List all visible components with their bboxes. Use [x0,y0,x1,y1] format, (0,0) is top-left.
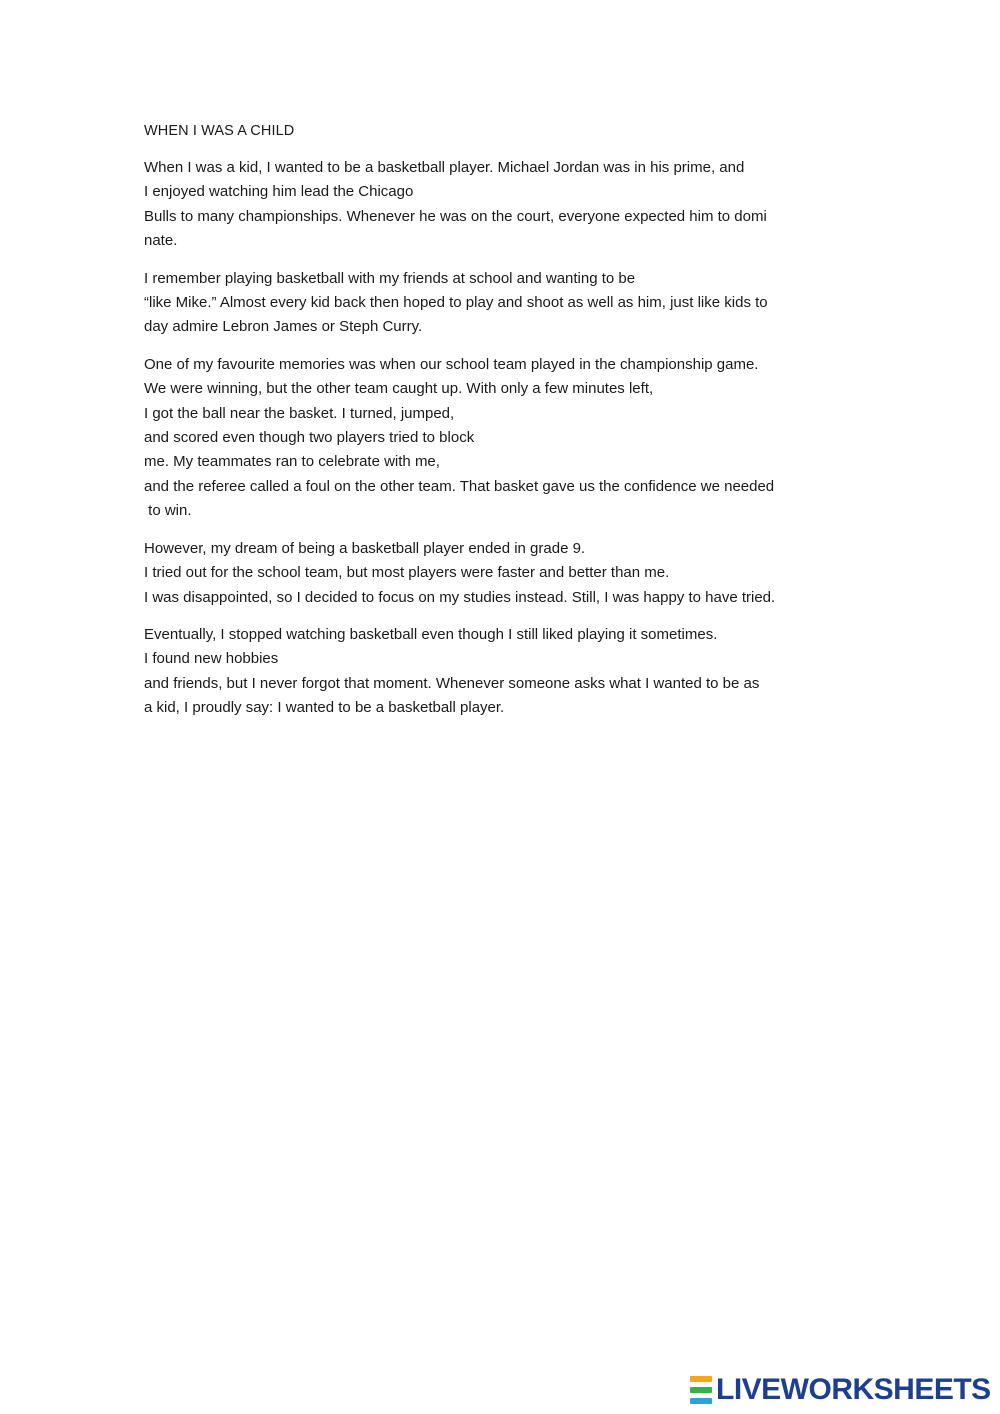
text-line: Bulls to many championships. Whenever he was on the court, everyone expected him to domi [144,207,767,225]
text-line: However, my dream of being a basketball player ended in grade 9. [144,539,586,557]
text-line: I tried out for the school team, but most players were faster and better than me. [144,564,670,582]
text-line: I got the ball near the basket. I turned, jumped, [144,404,455,422]
text-line: and friends, but I never forgot that moment. Whenever someone asks what I wanted to be as [144,674,760,692]
text-line: a kid, I proudly say: I wanted to be a basketball player. [144,699,505,717]
text-line: and the referee called a foul on the other team. That basket gave us the confidence we needed [144,477,775,495]
text-line: day admire Lebron James or Steph Curry. [144,318,423,336]
paragraph-3 [144,353,884,524]
text-line: I was disappointed, so I decided to focus on my studies instead. Still, I was happy to have tried. [144,588,776,606]
paragraph-1 [144,156,884,254]
text-line: nate. [144,232,178,250]
text-line: and scored even though two players tried to block [144,429,475,447]
text-line: to win. [144,502,192,520]
text-line: “like Mike.” Almost every kid back then hoped to play and shoot as well as him, just like kids to [144,294,768,312]
text-line: When I was a kid, I wanted to be a basketball player. Michael Jordan was in his prime, and [144,159,745,176]
logo-wordmark: LIVEWORKSHEETS [716,1373,991,1406]
paragraph-2 [144,267,884,340]
text-line: I enjoyed watching him lead the Chicago [144,183,414,201]
text-line: I found new hobbies [144,650,279,668]
paragraph-4 [144,537,884,610]
text-line: One of my favourite memories was when our school team played in the championship game. [144,355,759,373]
text-line: me. My teammates ran to celebrate with me, [144,453,440,471]
text-line: Eventually, I stopped watching basketball even though I still liked playing it sometimes. [144,625,718,643]
text-line: I remember playing basketball with my friends at school and wanting to be [144,269,636,287]
logo-block [690,1398,712,1404]
logo-block [690,1376,712,1382]
text-line: We were winning, but the other team caught up. With only a few minutes left, [144,380,654,398]
paragraph-5 [144,623,884,721]
liveworksheets-logo-icon [690,1376,712,1404]
logo-block [690,1387,712,1393]
document-title: WHEN I WAS A CHILD [144,123,295,139]
liveworksheets-logo [690,1372,991,1408]
document-body [144,119,884,721]
